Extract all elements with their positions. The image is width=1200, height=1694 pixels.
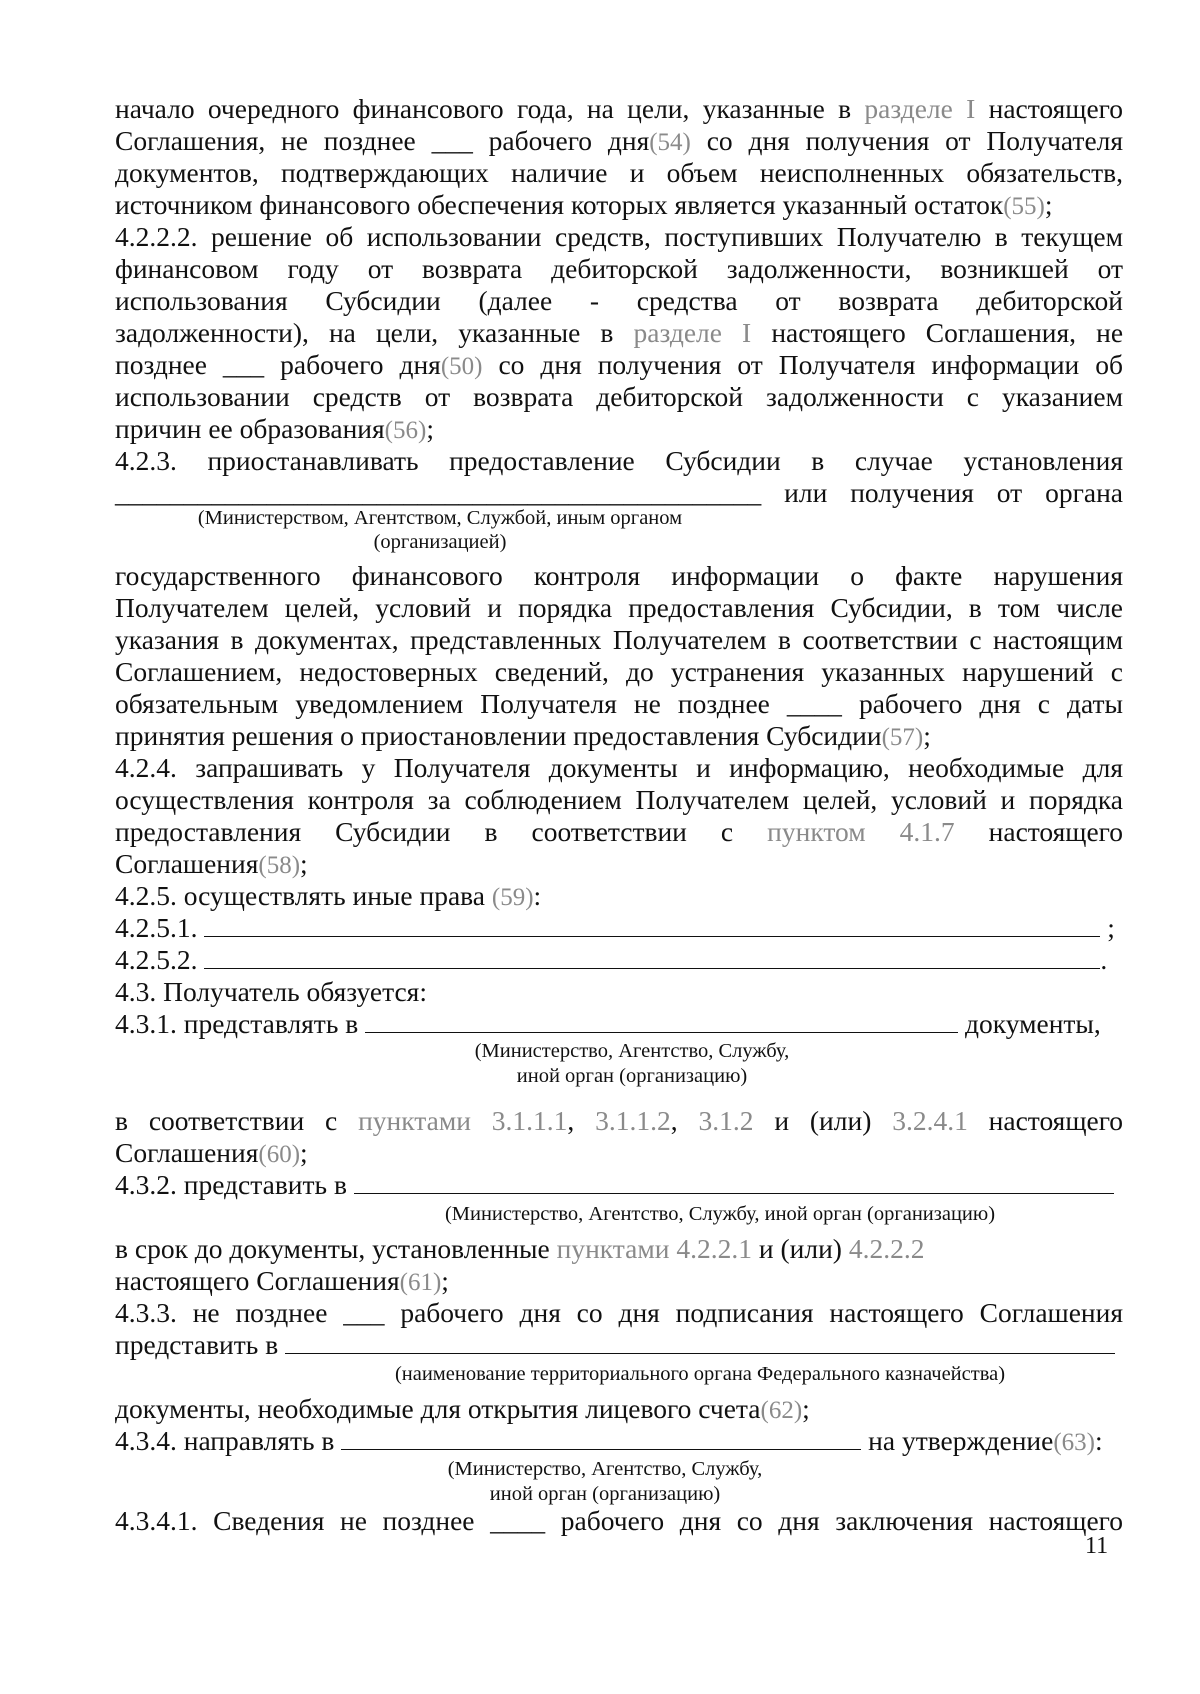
text-fragment: позднее (115, 349, 207, 380)
text-line: Соглашением, недостоверных сведений, до устранения указанных нарушений с (115, 656, 1123, 687)
footnote-ref[interactable]: (56) (384, 417, 427, 444)
fill-blank: ____ (490, 1505, 546, 1536)
punctuation: : (1095, 1425, 1103, 1456)
field-caption: (Министерством, Агентством, Службой, иным органом (197, 507, 683, 529)
text-fragment: настоящего (988, 93, 1124, 124)
field-caption: (организацией) (373, 531, 507, 553)
fill-line (341, 1448, 861, 1450)
text-fragment: причин ее образования (115, 413, 385, 444)
text-fragment: 4.3.1. представлять в (115, 1008, 359, 1039)
text-line (115, 476, 1123, 509)
field-caption: (наименование территориального органа Федерального казначейства) (394, 1363, 1006, 1385)
text-fragment: или получения от органа (784, 477, 1124, 508)
text-line (115, 348, 1123, 383)
text-fragment: 4.3.2. представить в (115, 1169, 347, 1200)
fill-line (204, 967, 1100, 969)
punctuation: ; (426, 413, 434, 444)
text-line (115, 687, 1123, 720)
text-line: использовании средств от возврата дебиторской задолженности с указанием (115, 381, 1123, 412)
fill-blank: ___ (431, 125, 473, 156)
text-line (115, 1007, 1123, 1040)
text-line: 4.2.2.2. решение об использовании средств, поступивших Получателю в текущем (115, 221, 1123, 252)
text-line (115, 847, 1123, 882)
text-fragment: документы, необходимые для открытия лицевого счета (115, 1393, 761, 1424)
punctuation: ; (802, 1393, 810, 1424)
text-line (115, 815, 1123, 848)
punctuation: . (1100, 944, 1108, 975)
text-fragment: 4.3.3. не позднее (115, 1297, 328, 1328)
clause-link[interactable]: пунктом 4.1.7 (767, 816, 955, 847)
clause-link[interactable]: пунктами 3.1.1.1 (358, 1105, 568, 1136)
fill-line (204, 935, 1100, 937)
text-fragment: настоящего (988, 1105, 1124, 1136)
page-number: 11 (1085, 1533, 1109, 1559)
text-line (115, 316, 1123, 349)
section-link[interactable]: разделе I (633, 317, 752, 348)
punctuation: ; (300, 1137, 308, 1168)
text-line: 4.2.4. запрашивать у Получателя документы и информацию, необходимые для (115, 752, 1123, 783)
fill-blank: ___ (222, 349, 265, 380)
text-fragment: представить в (115, 1329, 279, 1360)
text-fragment: начало очередного финансового года, на цели, указанные в (115, 93, 852, 124)
footnote-ref[interactable]: (59) (491, 884, 534, 911)
clause-link[interactable]: 4.2.2.2 (848, 1233, 925, 1264)
punctuation: ; (923, 720, 931, 751)
text-line (115, 1232, 1123, 1265)
footnote-ref[interactable]: (58) (258, 852, 301, 879)
text-line (115, 124, 1123, 159)
clause-link[interactable]: 3.2.4.1 (892, 1105, 968, 1136)
text-line (115, 1504, 1123, 1537)
field-caption: (Министерство, Агентство, Службу, (474, 1040, 790, 1062)
text-fragment: предоставления Субсидии в соответствии с (115, 816, 734, 847)
text-line (115, 1136, 1123, 1171)
footnote-ref[interactable]: (60) (258, 1141, 301, 1168)
text-fragment: источником финансового обеспечения которых является указанный остаток (115, 189, 1004, 220)
footnote-ref[interactable]: (55) (1003, 193, 1045, 220)
field-caption: (Министерство, Агентство, Службу, (447, 1458, 763, 1480)
text-fragment: рабочего дня со дня заключения настоящего (560, 1505, 1124, 1536)
punctuation: ; (441, 1265, 449, 1296)
fill-blank: ___ (343, 1297, 385, 1328)
text-fragment: Соглашения (115, 1137, 259, 1168)
punctuation: , (670, 1105, 678, 1136)
text-fragment: и (или) (758, 1233, 842, 1264)
text-fragment: Соглашения (115, 848, 259, 879)
text-line (115, 1264, 1123, 1299)
text-fragment: рабочего дня (280, 349, 441, 380)
text-fragment: рабочего дня с даты (858, 688, 1123, 719)
text-fragment: принятия решения о приостановлении предоставления Субсидии (115, 720, 882, 751)
punctuation: : (533, 880, 542, 911)
clause-link[interactable]: 3.1.1.2 (595, 1105, 671, 1136)
text-fragment: рабочего дня (488, 125, 650, 156)
text-fragment: 4.3.4. направлять в (115, 1425, 335, 1456)
text-line (115, 1392, 1123, 1427)
text-fragment: и (или) (774, 1105, 872, 1136)
text-line (115, 1328, 1123, 1361)
text-line (115, 1104, 1123, 1137)
field-caption: иной орган (организацию) (516, 1065, 748, 1087)
text-line (115, 719, 1123, 754)
text-fragment: рабочего дня со дня подписания настоящего Соглашения (400, 1297, 1123, 1328)
clause-link[interactable]: 3.1.2 (698, 1105, 754, 1136)
text-line (115, 879, 1123, 914)
text-line (115, 1296, 1123, 1329)
punctuation: ; (300, 848, 308, 879)
text-line: финансовом году от возврата дебиторской задолженности, возникшей от (115, 253, 1123, 284)
fill-blank: _______________________________________________ (115, 477, 762, 508)
text-line: 4.2.3. приостанавливать предоставление Субсидии в случае установления (115, 445, 1123, 476)
text-line (115, 943, 1123, 976)
text-line (115, 1424, 1123, 1459)
punctuation: ; (1044, 189, 1053, 220)
text-fragment: настоящего Соглашения (115, 1265, 400, 1296)
fill-line (285, 1352, 1115, 1354)
text-fragment: в соответствии с (115, 1105, 338, 1136)
footnote-ref[interactable]: (50) (440, 353, 483, 380)
text-line: документов, подтверждающих наличие и объем неисполненных обязательств, (115, 157, 1123, 188)
fill-line (354, 1192, 1114, 1194)
item-number: 4.2.5.1. (115, 912, 198, 943)
punctuation: , (567, 1105, 575, 1136)
fill-blank: ____ (786, 688, 842, 719)
text-line: осуществления контроля за соблюдением Получателем целей, условий и порядка (115, 784, 1123, 815)
footnote-ref[interactable]: (61) (399, 1269, 442, 1296)
text-line: использования Субсидии (далее - средства от возврата дебиторской (115, 285, 1123, 316)
footnote-ref[interactable]: (54) (649, 129, 691, 156)
punctuation: ; (1107, 912, 1115, 943)
text-line: указания в документах, представленных Получателем в соответствии с настоящим (115, 624, 1123, 655)
text-line (115, 92, 1123, 125)
text-fragment: Соглашения, не позднее (115, 125, 416, 156)
text-fragment: со дня получения от Получателя информации об (498, 349, 1123, 380)
section-heading: 4.3. Получатель обязуется: (115, 976, 427, 1007)
text-line (115, 911, 1123, 944)
text-fragment: документы, (964, 1008, 1101, 1039)
text-fragment: обязательным уведомлением Получателя не позднее (115, 688, 770, 719)
text-fragment: на утверждение (868, 1425, 1054, 1456)
text-line (115, 188, 1123, 223)
text-fragment: задолженности), на цели, указанные в (115, 317, 614, 348)
text-line: Получателем целей, условий и порядка предоставления Субсидии, в том числе (115, 592, 1123, 623)
text-line (115, 412, 1123, 447)
item-number: 4.2.5.2. (115, 944, 198, 975)
text-fragment: 4.3.4.1. Сведения не позднее (115, 1505, 475, 1536)
text-line: государственного финансового контроля информации о факте нарушения (115, 560, 1123, 591)
section-link[interactable]: разделе I (864, 93, 976, 124)
text-fragment: настоящего Соглашения, не (771, 317, 1124, 348)
field-caption: иной орган (организацию) (489, 1483, 721, 1505)
text-fragment: 4.2.5. осуществлять иные права (115, 880, 485, 911)
footnote-ref[interactable]: (62) (760, 1397, 803, 1424)
fill-line (365, 1031, 958, 1033)
text-fragment: настоящего (988, 816, 1124, 847)
text-line (115, 1168, 1123, 1201)
text-fragment: в срок до документы, установленные (115, 1233, 550, 1264)
footnote-ref[interactable]: (57) (881, 724, 924, 751)
clause-link[interactable]: пунктами 4.2.2.1 (556, 1233, 752, 1264)
field-caption: (Министерство, Агентство, Службу, иной орган (организацию) (444, 1203, 996, 1225)
footnote-ref[interactable]: (63) (1053, 1429, 1095, 1456)
text-fragment: со дня получения от Получателя (706, 125, 1124, 156)
